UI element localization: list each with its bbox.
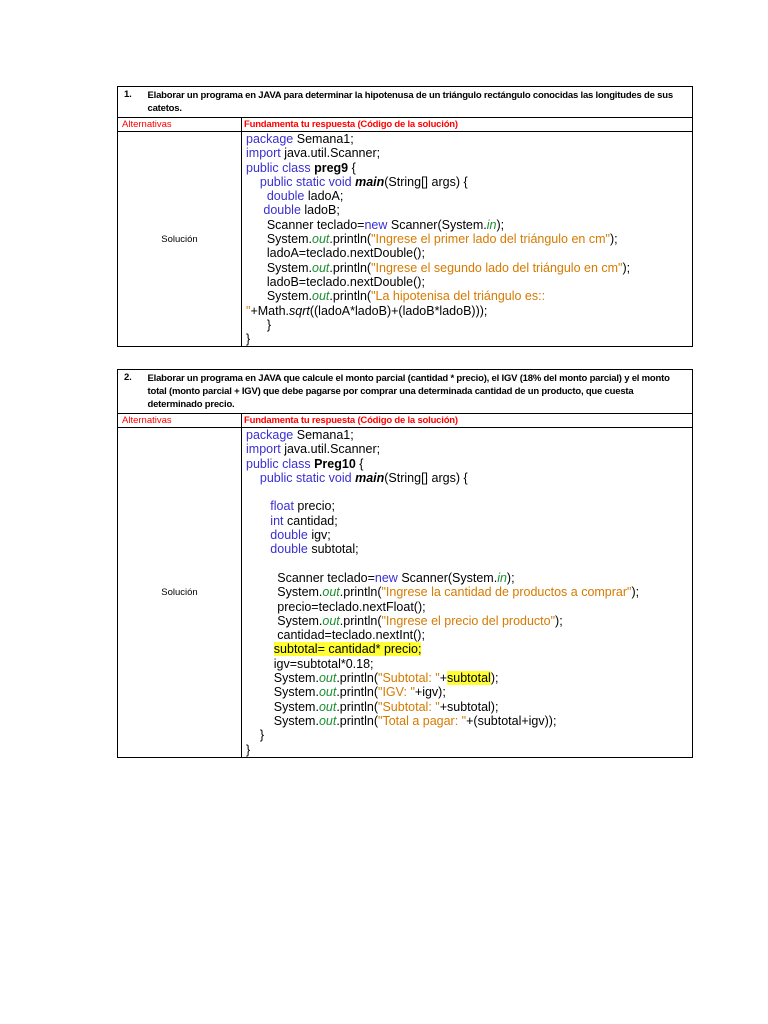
code-text: ((ladoA*ladoB)+(ladoB*ladoB)));: [309, 303, 488, 318]
code-text: );: [506, 570, 515, 585]
code-text: {: [355, 456, 364, 471]
code-keyword: double: [246, 203, 301, 218]
code-string: "Ingrese el segundo lado del triángulo en cm": [371, 260, 623, 275]
code-text: java.util.Scanner;: [280, 146, 381, 161]
code-line: [246, 471, 690, 485]
code-text: );: [496, 217, 505, 232]
question-2-solucion-label: Solución: [118, 428, 242, 758]
code-text: {: [348, 160, 356, 175]
code-keyword: int: [246, 513, 284, 528]
code-line: [246, 585, 690, 599]
code-text: System.: [246, 671, 319, 686]
code-line: [246, 457, 690, 471]
code-text: ladoA;: [304, 189, 344, 204]
code-text: +Math.: [250, 303, 289, 318]
code-text: );: [490, 671, 499, 686]
question-2-number: 2.: [118, 370, 148, 414]
code-text: System.: [246, 713, 319, 728]
code-line: igv=subtotal*0.18;: [246, 656, 374, 671]
question-1-fundamenta-header: Fundamenta tu respuesta (Código de la solución): [242, 118, 693, 132]
highlighted-code: subtotal= cantidad* precio;: [273, 642, 422, 657]
code-blank-line: [246, 557, 690, 571]
code-text: System.: [246, 289, 312, 304]
code-keyword: double: [246, 189, 305, 204]
code-keyword: package: [246, 132, 294, 146]
code-line: [246, 232, 690, 246]
code-text: +(subtotal+igv));: [466, 713, 557, 728]
code-keyword: public class: [246, 456, 311, 471]
code-keyword: import: [246, 146, 281, 161]
code-line: [246, 614, 690, 628]
code-line: [246, 700, 690, 714]
code-string: "Ingrese el precio del producto": [381, 613, 556, 628]
code-line: [246, 671, 690, 685]
question-2-solution-row: [118, 428, 693, 758]
code-line: [246, 146, 690, 160]
code-string: "Ingrese el primer lado del triángulo en cm": [371, 232, 610, 247]
code-text: .println(: [329, 232, 372, 247]
code-text: +: [439, 671, 448, 686]
code-field: out: [318, 671, 337, 686]
code-line: [246, 189, 690, 203]
question-2-code-block: [242, 428, 693, 758]
code-line: precio=teclado.nextFloat();: [246, 599, 426, 614]
code-text: Semana1;: [293, 132, 354, 146]
code-text: System.: [246, 260, 312, 275]
question-1-code-block: [242, 132, 693, 347]
code-keyword: double: [246, 542, 308, 557]
code-text: Scanner teclado=: [246, 570, 375, 585]
code-keyword: public static void: [246, 174, 356, 189]
code-static-method: sqrt: [289, 303, 310, 318]
code-line: }: [246, 317, 272, 332]
code-text: Scanner teclado=: [246, 217, 365, 232]
code-text: );: [555, 613, 563, 628]
code-text: );: [609, 232, 618, 247]
code-field: out: [318, 685, 337, 700]
question-2-fundamenta-header: Fundamenta tu respuesta (Código de la solución): [242, 414, 693, 428]
code-text: System.: [246, 232, 312, 247]
code-line: [246, 161, 690, 175]
code-text: .println(: [336, 699, 379, 714]
code-line: [246, 304, 690, 318]
code-text: cantidad;: [283, 513, 338, 528]
code-line: [246, 499, 690, 513]
question-1-column-headers: [118, 118, 693, 132]
code-text: +subtotal);: [439, 699, 499, 714]
code-text: (String[] args) {: [384, 470, 468, 485]
code-string: "Total a pagar: ": [378, 713, 467, 728]
code-text: .println(: [336, 713, 379, 728]
code-keyword: new: [364, 217, 388, 232]
code-text: ladoB;: [300, 203, 340, 218]
question-1-statement: Elaborar un programa en JAVA para determinar la hipotenusa de un triángulo rectángulo conocidas las longitudes de sus catetos.: [148, 87, 693, 118]
code-field: out: [322, 613, 340, 628]
question-1-header-row: [118, 87, 693, 118]
code-blank-line: [246, 485, 690, 499]
code-keyword: new: [374, 570, 398, 585]
code-field: out: [312, 260, 330, 275]
code-field: in: [497, 570, 507, 585]
code-string: "La hipotenisa del triángulo es::: [371, 289, 546, 304]
code-line: [246, 261, 690, 275]
code-keyword: import: [246, 442, 281, 457]
code-text: .println(: [329, 260, 372, 275]
code-line: [246, 685, 690, 699]
code-field: out: [312, 289, 330, 304]
code-line: [246, 542, 690, 556]
code-string: "IGV: ": [378, 685, 415, 700]
code-line: [246, 571, 690, 585]
class-name: Preg10: [310, 456, 356, 471]
code-text: Scanner(System.: [397, 570, 498, 585]
code-field: in: [486, 217, 497, 232]
code-line: [246, 514, 690, 528]
code-line: [246, 528, 690, 542]
code-string: "Subtotal: ": [378, 699, 440, 714]
class-name: preg9: [310, 160, 349, 175]
code-keyword: double: [246, 528, 308, 543]
code-line: [246, 218, 690, 232]
code-line: [246, 642, 690, 656]
code-text: (String[] args) {: [384, 174, 468, 189]
question-1-solucion-label: Solución: [118, 132, 242, 347]
highlighted-code: subtotal: [447, 671, 491, 686]
code-text: System.: [246, 685, 319, 700]
code-line: [246, 442, 690, 456]
code-text: System.: [246, 613, 323, 628]
code-text: subtotal;: [307, 542, 359, 557]
code-field: out: [322, 585, 340, 600]
question-2-header-row: [118, 370, 693, 414]
code-text: Semana1;: [293, 428, 354, 442]
question-1-alternativas-header: Alternativas: [118, 118, 242, 132]
code-text: .println(: [339, 613, 382, 628]
question-2-table: [117, 369, 693, 758]
code-line: [246, 428, 690, 442]
code-text: .println(: [336, 671, 379, 686]
code-line: [246, 203, 690, 217]
code-keyword: float: [246, 499, 294, 514]
code-text: java.util.Scanner;: [280, 442, 381, 457]
question-1-table: [117, 86, 693, 347]
question-2-statement: Elaborar un programa en JAVA que calcule el monto parcial (cantidad * precio), el IGV (18% del monto parcial) y el monto total (monto parcial + IGV) que debe pagarse por comprar una determinada cantidad de un producto, que cuesta determinado precio.: [148, 370, 693, 414]
code-text: igv;: [307, 528, 331, 543]
code-line: ladoB=teclado.nextDouble();: [246, 274, 425, 289]
code-text: .println(: [336, 685, 379, 700]
code-keyword: public static void: [246, 470, 356, 485]
question-2-column-headers: [118, 414, 693, 428]
code-line: }: [246, 742, 251, 757]
method-name: main: [355, 174, 385, 189]
code-line: [246, 175, 690, 189]
question-1-solution-row: [118, 132, 693, 347]
code-string: "Ingrese la cantidad de productos a comprar": [381, 585, 632, 600]
code-line: [246, 289, 690, 303]
code-field: out: [318, 713, 337, 728]
code-text: System.: [246, 699, 319, 714]
code-text: );: [622, 260, 631, 275]
code-text: System.: [246, 585, 323, 600]
question-1-number: 1.: [118, 87, 148, 118]
code-text: +igv);: [414, 685, 446, 700]
code-text: .println(: [339, 585, 382, 600]
code-keyword: public class: [246, 160, 311, 175]
code-text: Scanner(System.: [387, 217, 487, 232]
code-line: }: [246, 332, 251, 347]
code-field: out: [312, 232, 330, 247]
code-text: .println(: [329, 289, 372, 304]
code-line: }: [246, 728, 265, 743]
code-text: );: [631, 585, 640, 600]
code-line: cantidad=teclado.nextInt();: [246, 628, 425, 643]
code-field: out: [318, 699, 337, 714]
code-string: "Subtotal: ": [378, 671, 440, 686]
code-line: [246, 714, 690, 728]
code-keyword: package: [246, 428, 294, 442]
code-text: precio;: [293, 499, 335, 514]
code-string: ": [246, 303, 251, 318]
code-line: ladoA=teclado.nextDouble();: [246, 246, 425, 261]
method-name: main: [355, 470, 385, 485]
question-2-alternativas-header: Alternativas: [118, 414, 242, 428]
code-line: [246, 132, 690, 146]
